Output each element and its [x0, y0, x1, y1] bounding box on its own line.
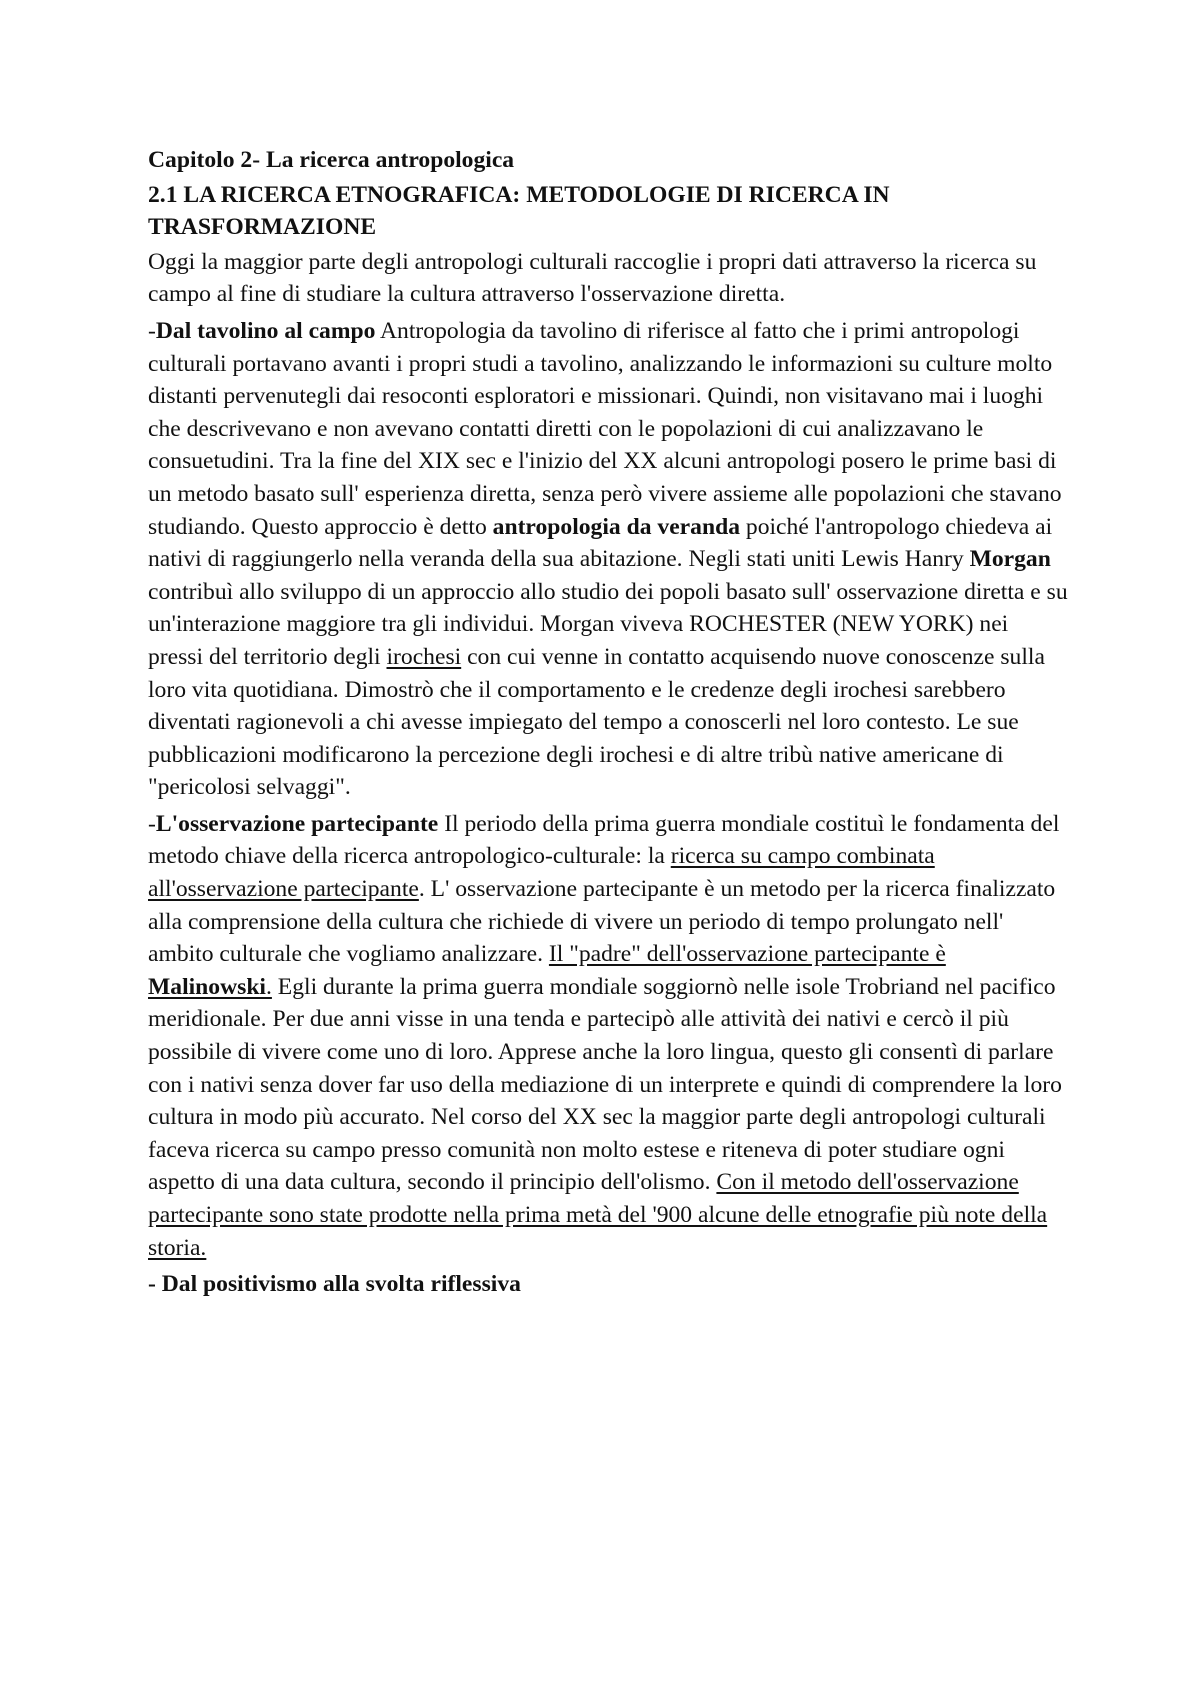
- term-morgan: Morgan: [969, 546, 1051, 573]
- paragraph-text: Antropologia da tavolino di riferisce al fatto che i primi antropologi culturali portavano avanti i propri studi a tavolino, analizzando le informazioni su culture molto distanti pervenutegli dai resoconti esploratori e missionari. Quindi, non visitavano mai i luoghi che descrivevano e non avevano contatti diretti con le popolazioni di cui analizzavano le consuetudini. Tra la fine del XIX sec e l'inizio del XX alcuni antropologi posero le prime basi di un metodo basato sull' esperienza diretta, senza però vivere assieme alle popolazioni che stavano studiando. Questo approccio è detto: [148, 317, 1062, 540]
- paragraph-osservazione-partecipante: [148, 808, 1068, 1264]
- paragraph-text: Egli durante la prima guerra mondiale soggiornò nelle isole Trobriand nel pacifico meridionale. Per due anni visse in una tenda e partecipò alle attività dei nativi e cercò il più possibile di vivere come uno di loro. Apprese anche la loro lingua, questo gli consentì di parlare con i nativi senza dover far uso della mediazione di un interprete e quindi di comprendere la loro cultura in modo più accurato. Nel corso del XX sec la maggior parte degli antropologi culturali faceva ricerca su campo presso comunità non molto estese e riteneva di poter studiare ogni aspetto di una data cultura, secondo il principio dell'olismo.: [148, 973, 1062, 1196]
- paragraph-text: contribuì allo sviluppo di un approccio allo studio dei popoli basato sull' osservazione diretta e su un'interazione maggiore tra gli individui. Morgan viveva ROCHESTER (NEW YORK) nei pressi del territorio degli: [148, 578, 1068, 670]
- paragraph-text: Il periodo della prima guerra mondiale costituì le fondamenta del metodo chiave della ricerca antropologico-culturale: la: [148, 810, 1060, 870]
- term-malinowski: Malinowski: [148, 973, 266, 1000]
- intro-paragraph: Oggi la maggior parte degli antropologi culturali raccoglie i propri dati attraverso la ricerca su campo al fine di studiare la cultura attraverso l'osservazione diretta.: [148, 248, 1037, 308]
- chapter-title: Capitolo 2- La ricerca antropologica: [148, 147, 515, 173]
- section-title: 2.1 LA RICERCA ETNOGRAFICA: METODOLOGIE DI RICERCA IN TRASFORMAZIONE: [148, 181, 890, 241]
- paragraph-prefix: -: [148, 317, 156, 344]
- paragraph-prefix: -: [148, 810, 156, 837]
- document-page: [148, 144, 1068, 1305]
- underlined-text: Il "padre" dell'osservazione partecipante è: [548, 941, 946, 968]
- subsection-heading-positivismo: [148, 1268, 1068, 1301]
- term-antropologia-da-veranda: antropologia da veranda: [492, 513, 740, 540]
- paragraph-text: con cui venne in contatto acquisendo nuove conoscenze sulla loro vita quotidiana. Dimostrò che il comportamento e le credenze degli irochesi sarebbero diventati ragionevoli a chi avesse impiegato del tempo a conoscerli nel loro contesto. Le sue pubblicazioni modificarono la percezione degli irochesi e di altre tribù native americane di "pericolosi selvaggi".: [148, 643, 1045, 801]
- underlined-text: .: [266, 973, 272, 1000]
- subsection-heading-text: Dal positivismo alla svolta riflessiva: [161, 1271, 521, 1298]
- paragraph-dal-tavolino: [148, 315, 1068, 804]
- paragraph-prefix: -: [148, 1271, 162, 1298]
- paragraph-text: poiché l'antropologo chiedeva ai nativi di raggiungerlo nella veranda della sua abitazione. Negli stati uniti Lewis Hanry: [148, 513, 1053, 573]
- underlined-ricerca-su-campo: ricerca su campo combinata all'osservazione partecipante: [148, 843, 935, 903]
- underlined-irochesi: irochesi: [386, 643, 462, 670]
- paragraph-text: . L' osservazione partecipante è un metodo per la ricerca finalizzato alla comprensione della cultura che richiede di vivere un periodo di tempo prolungato nell' ambito culturale che vogliamo analizzare.: [148, 876, 1056, 968]
- subsection-heading-dal-tavolino: Dal tavolino al campo: [155, 317, 376, 344]
- subsection-heading-osservazione: L'osservazione partecipante: [155, 810, 439, 837]
- underlined-etnografie: Con il metodo dell'osservazione partecipante sono state prodotte nella prima metà del '900 alcune delle etnografie più note della storia.: [148, 1169, 1048, 1261]
